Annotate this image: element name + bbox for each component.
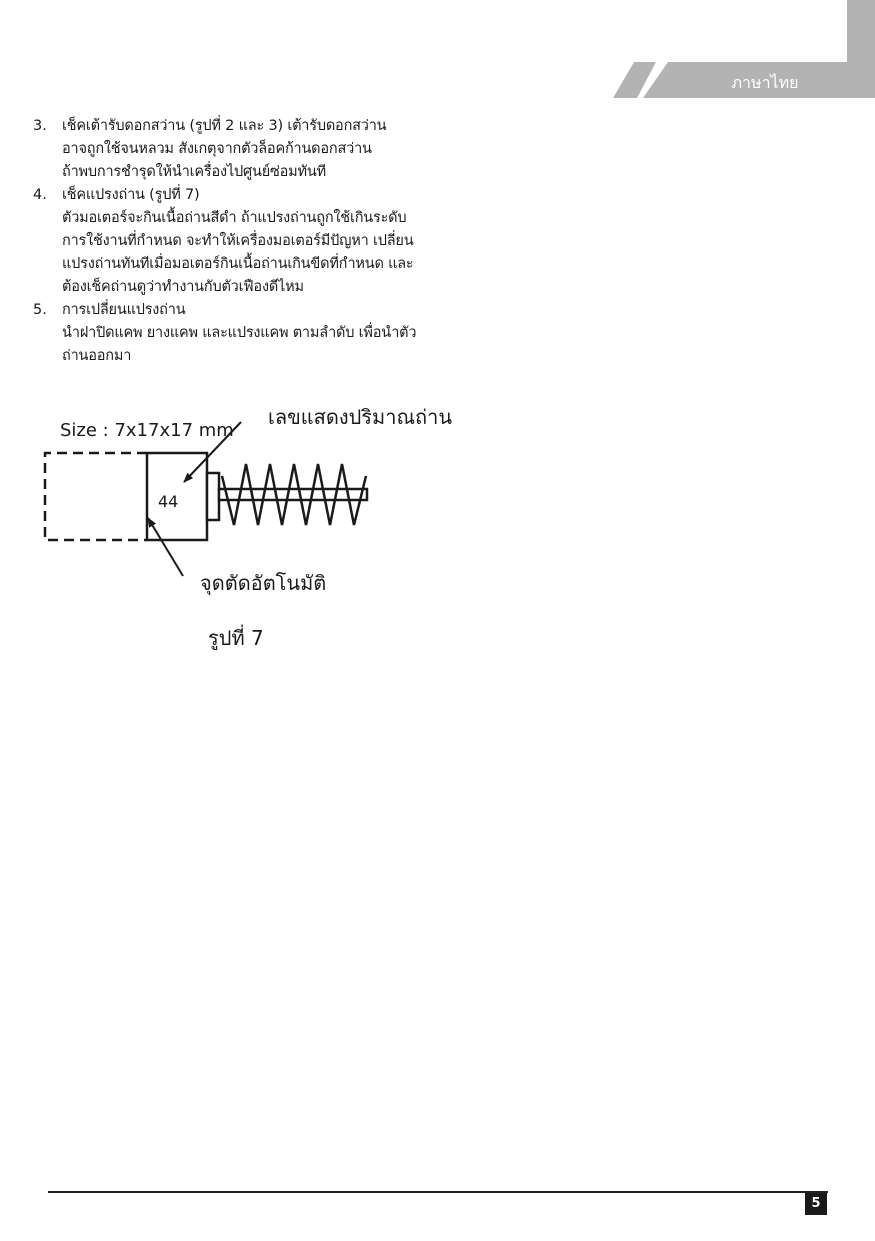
item-text: [62, 299, 433, 368]
list-item: [33, 299, 433, 368]
item-number: 5.: [33, 302, 47, 318]
text-line: เช็คแปรงถ่าน (รูปที่ 7): [62, 187, 200, 203]
page-number: 5: [805, 1193, 827, 1215]
text-line: ถ่านออกมา: [62, 348, 132, 364]
text-line: ต้องเช็คถ่านดูว่าทำงานกับตัวเฟืองดีไหม: [62, 279, 304, 295]
text-line: เช็คเต้ารับดอกสว่าน (รูปที่ 2 และ 3) เต้ารับดอกสว่าน: [62, 118, 387, 134]
size-label: Size : 7x17x17 mm: [60, 420, 234, 441]
maintenance-instructions: [33, 115, 433, 368]
item-number: 4.: [33, 187, 47, 203]
list-item: [33, 184, 433, 299]
text-line: อาจถูกใช้จนหลวม สังเกตุจากตัวล็อคก้านดอกสว่าน: [62, 141, 372, 157]
list-item: [33, 115, 433, 184]
language-label: ภาษาไทย: [731, 73, 799, 92]
brush-number: 44: [158, 492, 179, 511]
text-line: ตัวมอเตอร์จะกินเนื้อถ่านสีดำ ถ้าแปรงถ่านถูกใช้เกินระดับ: [62, 210, 407, 226]
brush-terminal: [207, 473, 219, 520]
text-line: การใช้งานที่กำหนด จะทำให้เครื่องมอเตอร์มีปัญหา เปลี่ยน: [62, 233, 414, 249]
figure-caption: รูปที่ 7: [208, 626, 264, 650]
worn-brush-outline: [45, 453, 147, 540]
text-line: ถ้าพบการชำรุดให้นำเครื่องไปศูนย์ซ่อมทันที: [62, 164, 326, 180]
indicator-label: เลขแสดงปริมาณถ่าน: [268, 405, 453, 429]
footer-divider: [48, 1191, 828, 1193]
text-line: นำฝาปิดแคพ ยางแคพ และแปรงแคพ ตามลำดับ เพื่อนำตัว: [62, 325, 417, 341]
item-number: 3.: [33, 118, 47, 134]
item-text: [62, 184, 433, 299]
cutoff-label: จุดตัดอัตโนมัติ: [200, 571, 327, 595]
item-text: [62, 115, 433, 184]
text-line: การเปลี่ยนแปรงถ่าน: [62, 302, 186, 318]
text-line: แปรงถ่านทันทีเมื่อมอเตอร์กินเนื้อถ่านเกินขีดที่กำหนด และ: [62, 256, 414, 272]
